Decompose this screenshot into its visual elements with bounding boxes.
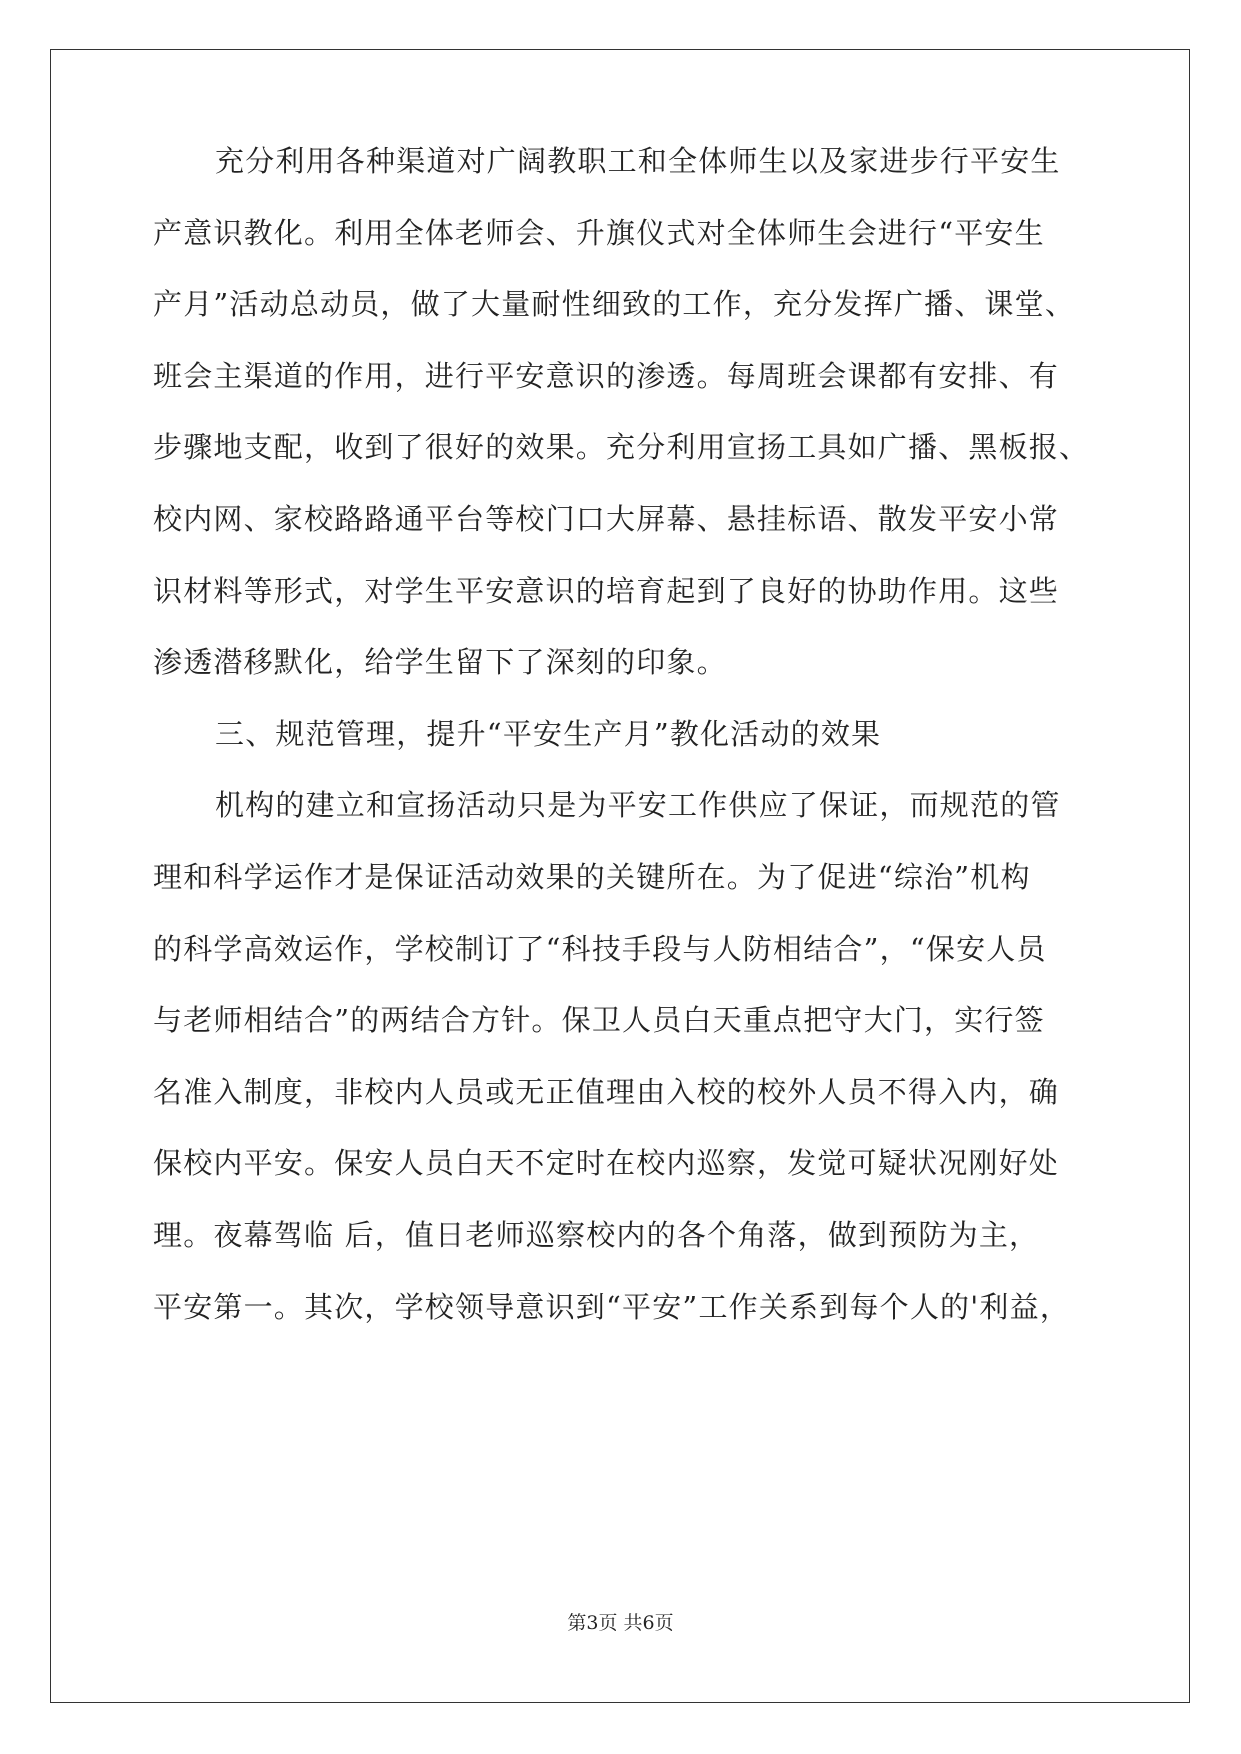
text-line: 保校内平安。保安人员白天不定时在校内巡察，发觉可疑状况刚好处: [153, 1146, 1060, 1180]
text-line: 渗透潜移默化，给学生留下了深刻的印象。: [153, 645, 727, 679]
text-line: 理和科学运作才是保证活动效果的关键所在。为了促进“综治”机构: [153, 860, 1031, 894]
text-line: 识材料等形式，对学生平安意识的培育起到了良好的协助作用。这些: [153, 574, 1060, 608]
text-line: 理。夜幕驾临 后，值日老师巡察校内的各个角落，做到预防为主，: [153, 1218, 1040, 1252]
text-line: 机构的建立和宣扬活动只是为平安工作供应了保证，而规范的管: [215, 788, 1061, 822]
text-line: 的科学高效运作，学校制订了“科技手段与人防相结合”，“保安人员: [153, 932, 1047, 966]
section-heading: 三、规范管理，提升“平安生产月”教化活动的效果: [215, 717, 882, 751]
text-line: 充分利用各种渠道对广阔教职工和全体师生以及家进步行平安生: [215, 144, 1061, 178]
text-line: 产意识教化。利用全体老师会、升旗仪式对全体师生会进行“平安生: [153, 216, 1045, 250]
text-line: 产月”活动总动员，做了大量耐性细致的工作，充分发挥广播、课堂、: [153, 287, 1076, 321]
text-line: 校内网、家校路路通平台等校门口大屏幕、悬挂标语、散发平安小常: [153, 502, 1060, 536]
text-line: 名准入制度，非校内人员或无正值理由入校的校外人员不得入内，确: [153, 1075, 1060, 1109]
text-line: 平安第一。其次，学校领导意识到“平安”工作关系到每个人的'利益，: [153, 1290, 1071, 1324]
text-line: 与老师相结合”的两结合方针。保卫人员白天重点把守大门，实行签: [153, 1003, 1045, 1037]
text-line: 步骤地支配，收到了很好的效果。充分利用宣扬工具如广播、黑板报、: [153, 430, 1090, 464]
text-line: 班会主渠道的作用，进行平安意识的渗透。每周班会课都有安排、有: [153, 359, 1060, 393]
page-number-footer: 第3页 共6页: [567, 1612, 674, 1634]
